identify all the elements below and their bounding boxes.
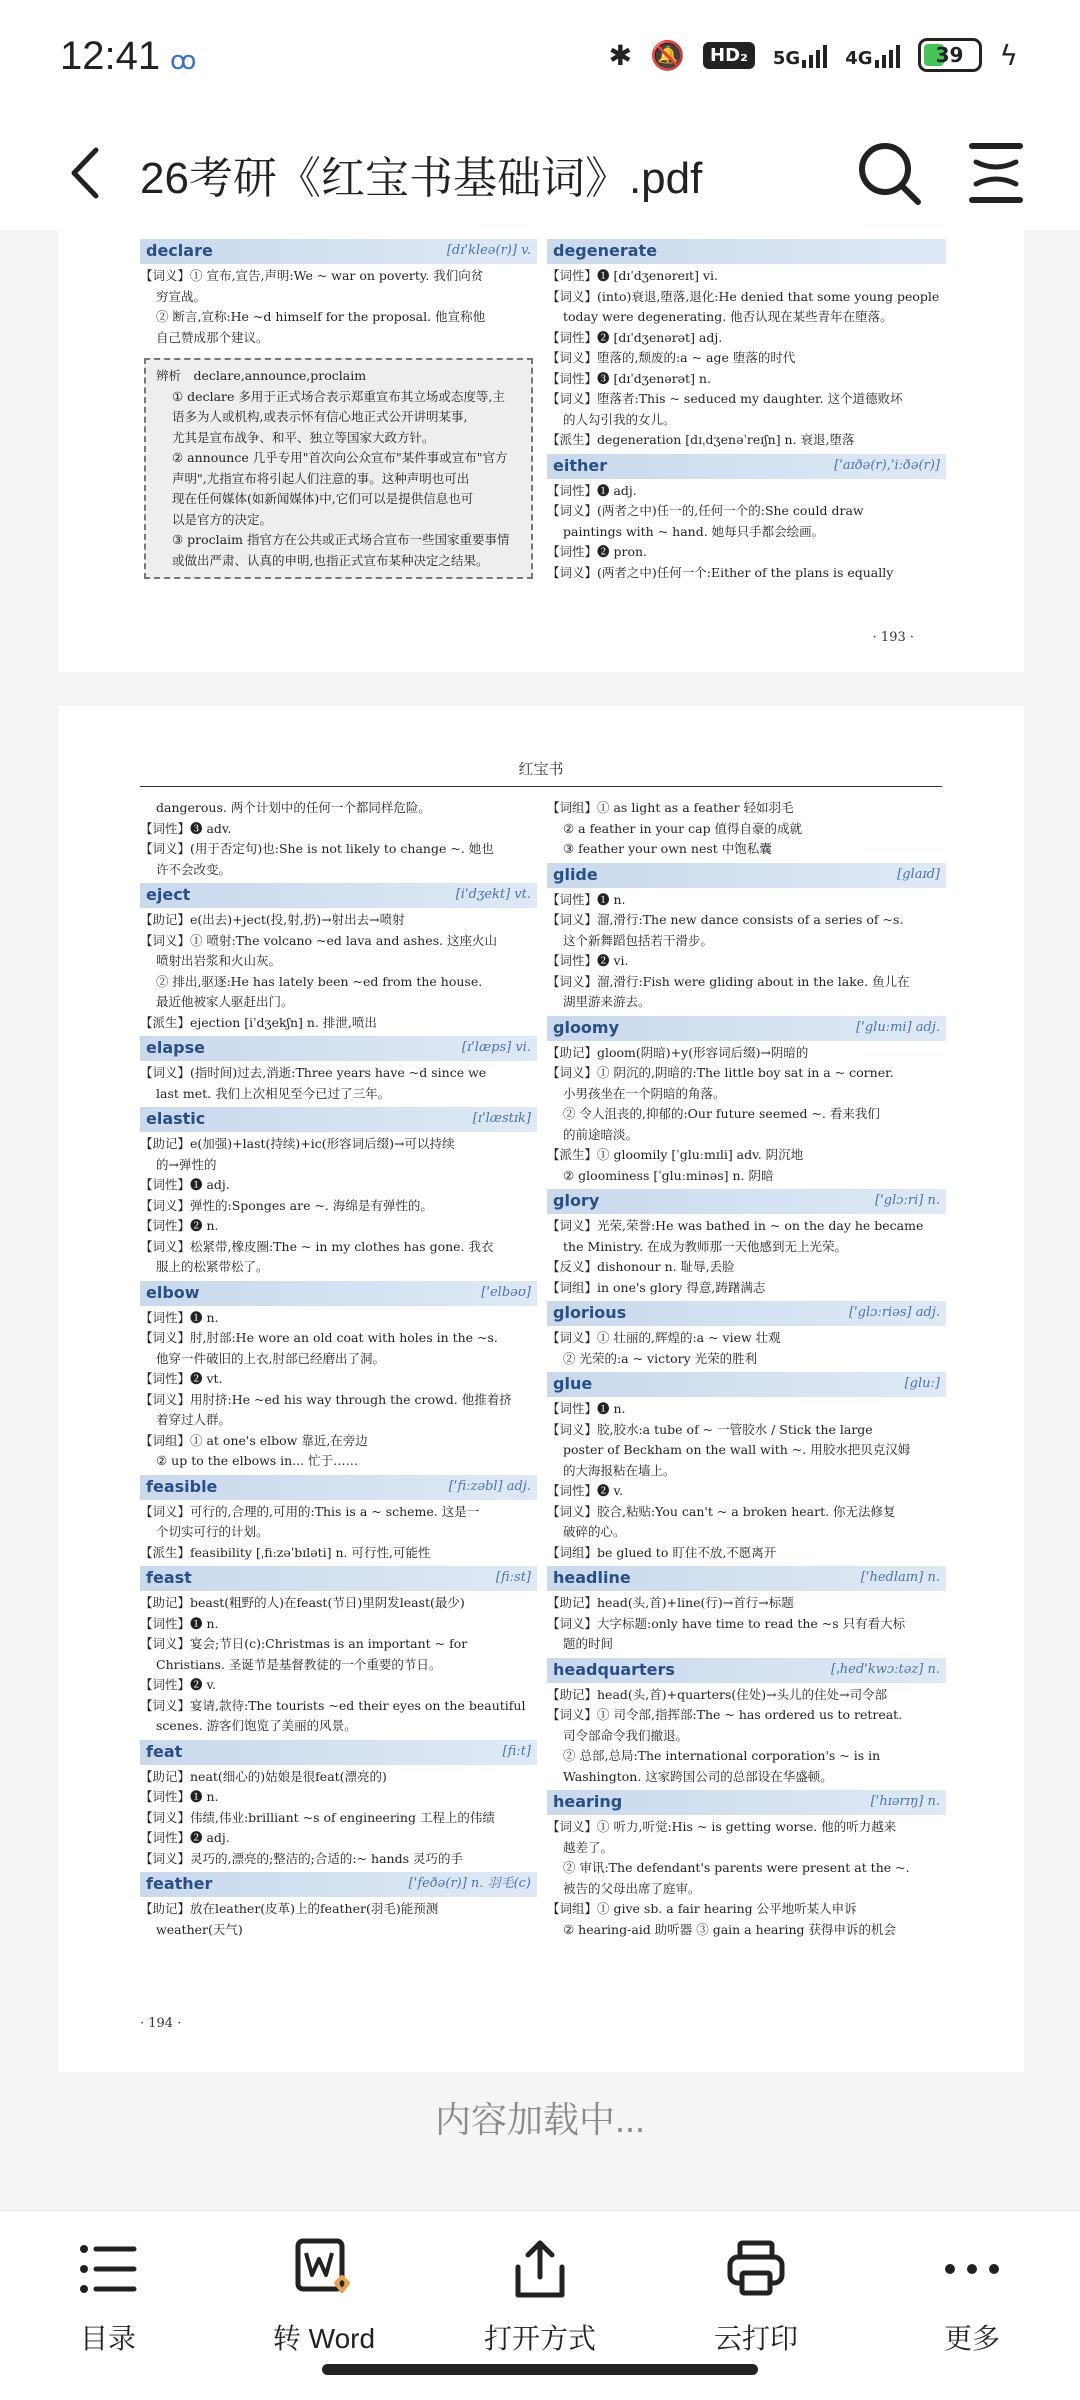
headword: hearing bbox=[553, 1792, 623, 1812]
headword-bar bbox=[547, 1372, 946, 1397]
signal-5g-label: 5G bbox=[772, 48, 801, 69]
entry-line: 个切实可行的计划。 bbox=[156, 1524, 269, 1539]
entry-line: 【词义】(两者之中)任何一个:Either of the plans is equally bbox=[547, 564, 894, 580]
entry-line: 被告的父母出席了庭审。 bbox=[563, 1880, 701, 1896]
entry-line: 【词义】① 听力,听觉:His ~ is getting worse. 他的听力越来 bbox=[547, 1819, 897, 1834]
entry-line: 【助记】neat(细心的)姑娘是很feat(漂亮的) bbox=[140, 1768, 387, 1784]
headword: glorious bbox=[553, 1303, 627, 1323]
pronunciation: [ˌhedˈkwɔːtəz] n. bbox=[831, 1661, 940, 1677]
entry-line: 【词义】(两者之中)任一的,任何一个的:She could draw bbox=[547, 503, 864, 518]
entry-line: ② up to the elbows in... 忙于…… bbox=[156, 1453, 359, 1468]
headword-bar bbox=[547, 863, 946, 888]
headword: feat bbox=[146, 1741, 183, 1761]
pdf-viewer[interactable] bbox=[0, 230, 1080, 2210]
more-button[interactable] bbox=[882, 2229, 1062, 2359]
entry-line: 着穿过人群。 bbox=[156, 1412, 232, 1427]
headword-bar bbox=[140, 1475, 537, 1500]
more-label: 更多 bbox=[943, 2323, 1000, 2354]
entry-line: 【词组】in one's glory 得意,踌躇满志 bbox=[547, 1279, 766, 1295]
entry-line: 【助记】放在leather(皮革)上的feather(羽毛)能预测 bbox=[140, 1901, 439, 1916]
page-content bbox=[140, 706, 942, 2072]
entry-line: 穷宣战。 bbox=[156, 288, 207, 304]
page-number: · 194 · bbox=[140, 2016, 182, 2031]
entry-line: 【词义】胶合,粘贴:You can't ~ a broken heart. 你无法修复 bbox=[547, 1503, 896, 1519]
entry-line: today were degenerating. 他否认现在某些青年在堕落。 bbox=[563, 309, 893, 324]
entry-line: 【词性】❶ n. bbox=[547, 891, 626, 907]
page-column-left bbox=[140, 236, 537, 579]
entry-line: 最近他被家人驱赶出门。 bbox=[156, 994, 294, 1009]
pronunciation: [gluː] bbox=[904, 1376, 940, 1392]
pronunciation: [ˈglɔːri] n. bbox=[875, 1193, 940, 1209]
battery-icon bbox=[918, 38, 982, 72]
loading-indicator: 内容加载中... bbox=[434, 2099, 645, 2140]
note-title: 辨析 declare,announce,proclaim bbox=[156, 368, 367, 383]
entry-line: 【词性】❶ adj. bbox=[547, 482, 637, 498]
cloud-print-label: 云打印 bbox=[713, 2323, 798, 2354]
headword: headquarters bbox=[553, 1659, 675, 1679]
note-line: 或做出严肃、认真的申明,也指正式宣布某种决定之结果。 bbox=[172, 552, 489, 568]
entry-line: ③ feather your own nest 中饱私囊 bbox=[563, 841, 772, 856]
pdf-page-194 bbox=[58, 706, 1024, 2072]
word-convert-icon bbox=[292, 2237, 356, 2301]
page-content bbox=[140, 230, 942, 672]
note-line: 以是官方的决定。 bbox=[172, 511, 273, 527]
home-indicator[interactable] bbox=[322, 2364, 758, 2375]
headword: eject bbox=[146, 885, 191, 905]
entry-line: 【词性】❸ adv. bbox=[140, 820, 232, 836]
entry-line: 【词性】❶ n. bbox=[140, 1615, 219, 1631]
entry-line: 【词性】❷ vt. bbox=[140, 1371, 223, 1386]
headword-bar bbox=[547, 1301, 946, 1326]
entry-line: 【词义】(into)衰退,堕落,退化:He denied that some young people bbox=[547, 288, 940, 304]
page-column-left bbox=[140, 798, 537, 1940]
entry-line: 【词义】肘,肘部:He wore an old coat with holes in the ~s. bbox=[140, 1330, 498, 1345]
title-bar bbox=[0, 120, 1080, 230]
entry-line: 题的时间 bbox=[563, 1636, 614, 1651]
entry-line: 的前途暗淡。 bbox=[563, 1126, 639, 1142]
pronunciation: [ˈhedlaɪn] n. bbox=[860, 1570, 940, 1586]
entry-line: 【词义】① 喷射:The volcano ~ed lava and ashes. 这座火山 bbox=[140, 932, 497, 948]
document-title: 26考研《红宝书基础词》.pdf bbox=[140, 154, 703, 203]
entry-line: 【反义】dishonour n. 耻辱,丢脸 bbox=[547, 1259, 735, 1274]
entry-line: ② 断言,宣称:He ~d himself for the proposal. 他宣称他 bbox=[156, 309, 486, 324]
entry-line: the Ministry. 在成为教师那一天他感到无上光荣。 bbox=[563, 1238, 848, 1254]
entry-line: 【词义】堕落的,颓废的:a ~ age 堕落的时代 bbox=[547, 350, 796, 365]
entry-line: 【词义】大字标题:only have time to read the ~s 只有看大标 bbox=[547, 1615, 906, 1631]
headword-bar bbox=[140, 1036, 537, 1061]
entry-line: 【词性】❶ n. bbox=[140, 1309, 219, 1325]
share-icon bbox=[508, 2237, 572, 2301]
entry-line: 【词性】❷ v. bbox=[547, 1483, 624, 1498]
running-head: 红宝书 bbox=[518, 760, 564, 778]
entry-line: 他穿一件破旧的上衣,肘部已经磨出了洞。 bbox=[156, 1350, 385, 1366]
entry-line: 【词义】(用于否定句)也:She is not likely to change ~. 她也 bbox=[140, 841, 494, 856]
signal-bars-icon bbox=[875, 42, 900, 68]
headword: elastic bbox=[146, 1109, 206, 1129]
entry-line: Christians. 圣诞节是基督教徒的一个重要的节日。 bbox=[156, 1656, 442, 1672]
headword-bar bbox=[140, 239, 537, 264]
entry-line: 【词义】用肘挤:He ~ed his way through the crowd. 他推着挤 bbox=[140, 1391, 512, 1407]
entry-line: scenes. 游客们饱览了美丽的风景。 bbox=[156, 1718, 357, 1733]
pronunciation: [fiːst] bbox=[495, 1570, 531, 1586]
bluetooth-icon: ✱ bbox=[608, 38, 633, 72]
entry-line: ② gloominess [ˈgluːminəs] n. 阴暗 bbox=[563, 1167, 774, 1183]
entry-line: 小男孩坐在一个阴暗的角落。 bbox=[563, 1085, 726, 1101]
pdf-page-193 bbox=[58, 230, 1024, 672]
status-bar bbox=[0, 0, 1080, 120]
entry-line: 【词性】❶ adj. bbox=[140, 1177, 230, 1192]
entry-line: 【词义】光荣,荣誉:He was bathed in ~ on the day he became bbox=[547, 1218, 924, 1233]
headword-bar bbox=[547, 1658, 946, 1683]
entry-line: 【词组】① as light as a feather 轻如羽毛 bbox=[547, 800, 794, 815]
entry-line: 【词性】❷ v. bbox=[140, 1677, 217, 1692]
entry-line: 【词义】① 阴沉的,阴暗的:The little boy sat in a ~ corner. bbox=[547, 1065, 894, 1080]
headword: feather bbox=[146, 1874, 213, 1894]
headword-bar bbox=[140, 1281, 537, 1306]
headword-bar bbox=[140, 883, 537, 908]
headword: feast bbox=[146, 1568, 192, 1588]
entry-line: ② 总部,总局:The international corporation's ~ is in bbox=[563, 1748, 881, 1763]
entries-top-left bbox=[140, 239, 537, 348]
entry-line: ② 排出,驱逐:He has lately been ~ed from the house. bbox=[156, 973, 483, 989]
open-with-button[interactable] bbox=[450, 2229, 630, 2359]
header-rule bbox=[140, 786, 942, 787]
entry-line: 【词义】可行的,合理的,可用的:This is a ~ scheme. 这是一 bbox=[140, 1503, 480, 1519]
entry-line: 【词义】溜,滑行:Fish were gliding about in the lake. 鱼儿在 bbox=[547, 973, 910, 989]
to-word-label: 转 Word bbox=[272, 2323, 376, 2354]
signal-4g-label: 4G bbox=[845, 48, 873, 69]
entry-line: 【词性】❶ n. bbox=[140, 1789, 219, 1804]
pronunciation: [ˈfiːzəbl] adj. bbox=[448, 1478, 531, 1494]
entry-line: 【派生】feasibility [ˌfiːzəˈbɪləti] n. 可行性,可能性 bbox=[140, 1544, 431, 1560]
headword: glue bbox=[553, 1374, 593, 1394]
entry-line: 【词性】❷ [dɪˈdʒenərət] adj. bbox=[547, 329, 723, 345]
headword-bar bbox=[547, 239, 946, 264]
entry-line: ② 令人沮丧的,抑郁的:Our future seemed ~. 看来我们 bbox=[563, 1106, 880, 1121]
entry-line: ② hearing-aid 助听器 ③ gain a hearing 获得申诉的机会 bbox=[563, 1921, 897, 1937]
entry-line: 的大海报粘在墙上。 bbox=[563, 1462, 676, 1478]
back-arrow-icon bbox=[56, 138, 116, 208]
headword: elbow bbox=[146, 1282, 200, 1302]
entry-line: 【派生】ejection [iˈdʒekʃn] n. 排泄,喷出 bbox=[140, 1014, 377, 1030]
note-line: 声明",尤指宣布将引起人们注意的事。这种声明也可出 bbox=[172, 470, 470, 486]
entry-line: 【词性】❷ vi. bbox=[547, 953, 629, 968]
entry-line: 【词性】❶ n. bbox=[547, 1401, 626, 1416]
search-icon bbox=[852, 136, 926, 210]
page-view-icon bbox=[966, 136, 1026, 210]
more-dots-icon bbox=[940, 2237, 1004, 2301]
entry-line: 【词义】① 司令部,指挥部:The ~ has ordered us to retreat. bbox=[547, 1707, 903, 1722]
note-line: ① declare 多用于正式场合表示郑重宣布其立场或态度等,主 bbox=[172, 388, 505, 404]
entry-line: last met. 我们上次相见至今已过了三年。 bbox=[156, 1085, 391, 1101]
entry-line: 【词义】松紧带,橡皮圈:The ~ in my clothes has gone. 我衣 bbox=[140, 1238, 494, 1254]
entry-line: 【词义】① 宣布,宣告,声明:We ~ war on poverty. 我们向贫 bbox=[140, 268, 484, 283]
headword: headline bbox=[553, 1568, 631, 1588]
note-line: 语多为人或机构,或表示怀有信心地正式公开讲明某事, bbox=[172, 409, 468, 424]
pronunciation: [ɪˈlæps] vi. bbox=[461, 1040, 531, 1056]
headword: elapse bbox=[146, 1038, 205, 1058]
pronunciation: [ˈglɔːriəs] adj. bbox=[848, 1305, 940, 1321]
pronunciation: [ˈfeðə(r)] n. 羽毛(c) bbox=[408, 1876, 531, 1892]
pronunciation: [ˈelbəʊ] bbox=[481, 1284, 531, 1300]
pronunciation: [ɪˈlæstɪk] bbox=[472, 1111, 531, 1127]
note-line: 现在任何媒体(如新闻媒体)中,它们可以是提供信息也可 bbox=[172, 491, 474, 506]
entry-line: 【词义】胶,胶水:a tube of ~ 一管胶水 / Stick the large bbox=[547, 1421, 873, 1437]
entry-line: 【词组】① at one's elbow 靠近,在旁边 bbox=[140, 1432, 368, 1448]
page-column-right bbox=[547, 236, 946, 583]
page-number: · 193 · bbox=[872, 630, 914, 645]
entry-line: 【词义】溜,滑行:The new dance consists of a series of ~s. bbox=[547, 912, 904, 927]
entry-line: 许不会改变。 bbox=[156, 861, 232, 877]
charging-icon: ϟ bbox=[999, 38, 1018, 72]
headword: glide bbox=[553, 864, 598, 884]
entry-line: 服上的松紧带松了。 bbox=[156, 1259, 269, 1274]
entry-line: 【派生】degeneration [dɪˌdʒenəˈreɪʃn] n. 衰退,堕落 bbox=[547, 432, 855, 447]
entry-line: 【词性】❶ [dɪˈdʒenəreɪt] vi. bbox=[547, 268, 718, 283]
entry-line: 【词义】伟绩,伟业:brilliant ~s of engineering 工程上的伟绩 bbox=[140, 1809, 495, 1825]
headword-bar bbox=[140, 1107, 537, 1132]
pronunciation: [dɪˈkleə(r)] v. bbox=[446, 243, 531, 259]
headword: glory bbox=[553, 1191, 600, 1211]
entry-line: 【词义】(指时间)过去,消逝:Three years have ~d since we bbox=[140, 1065, 487, 1080]
headword-bar bbox=[547, 1016, 946, 1041]
signal-5g bbox=[773, 42, 827, 68]
headword: either bbox=[553, 455, 608, 475]
entry-line: 【派生】① gloomily [ˈgluːmɪli] adv. 阴沉地 bbox=[547, 1147, 804, 1162]
headword-bar bbox=[140, 1740, 537, 1765]
entry-line: 【词组】① give sb. a fair hearing 公平地听某人申诉 bbox=[547, 1901, 857, 1916]
entry-line: 【助记】e(加强)+last(持续)+ic(形容词后缀)→可以持续 bbox=[140, 1136, 455, 1151]
note-line: ③ proclaim 指官方在公共或正式场合宣布一些国家重要事情 bbox=[172, 532, 510, 547]
toc-label: 目录 bbox=[79, 2323, 136, 2354]
hd-voice-badge: HD₂ bbox=[703, 42, 755, 69]
cloud-print-button[interactable] bbox=[666, 2229, 846, 2359]
entry-line: 【助记】gloom(阴暗)+y(形容词后缀)→阴暗的 bbox=[547, 1044, 809, 1060]
back-button[interactable] bbox=[56, 138, 116, 208]
entry-line: 【词义】灵巧的,漂亮的;整洁的;合适的:~ hands 灵巧的手 bbox=[140, 1850, 463, 1866]
entry-line: 【词性】❷ pron. bbox=[547, 544, 648, 559]
entry-line: 【助记】beast(粗野的人)在feast(节日)里阴发least(最少) bbox=[140, 1595, 465, 1610]
link-status-icon: ꝏ bbox=[170, 46, 197, 76]
entry-line: poster of Beckham on the wall with ~. 用胶水把贝克汉姆 bbox=[563, 1442, 911, 1457]
to-word-button[interactable] bbox=[234, 2229, 414, 2359]
entry-line: ② a feather in your cap 值得自豪的成就 bbox=[563, 820, 803, 836]
headword: gloomy bbox=[553, 1017, 620, 1037]
entry-line: 【词性】❸ [dɪˈdʒenərət] n. bbox=[547, 370, 711, 386]
entry-line: paintings with ~ hand. 她每只手都会绘画。 bbox=[563, 523, 825, 539]
entry-line: ② 光荣的:a ~ victory 光荣的胜利 bbox=[563, 1350, 758, 1366]
search-button[interactable] bbox=[852, 136, 926, 210]
headword: degenerate bbox=[553, 241, 658, 261]
entry-line: 【助记】e(出去)+ject(投,射,扔)→射出去→喷射 bbox=[140, 912, 405, 927]
note-line: 尤其是宣布战争、和平、独立等国家大政方针。 bbox=[172, 429, 435, 445]
status-time: 12:41 bbox=[60, 34, 161, 78]
entry-line: 【助记】head(头,首)+quarters(住处)→头儿的住处→司令部 bbox=[547, 1686, 888, 1702]
headword-bar bbox=[140, 1566, 537, 1591]
entry-line: 的→弹性的 bbox=[156, 1156, 217, 1172]
battery-percent: 39 bbox=[935, 43, 964, 67]
signal-bars-icon bbox=[802, 42, 827, 68]
entry-line: 【词义】宴会;节日(c):Christmas is an important ~ for bbox=[140, 1636, 468, 1651]
headword-bar bbox=[140, 1872, 537, 1897]
headword-bar bbox=[547, 1566, 946, 1591]
entry-line: 的人勾引我的女儿。 bbox=[563, 411, 676, 427]
silent-icon: 🔕 bbox=[650, 38, 685, 72]
pronunciation: [glaɪd] bbox=[897, 866, 940, 882]
headword-bar bbox=[547, 454, 946, 479]
distinction-note-box bbox=[144, 358, 533, 579]
signal-4g bbox=[845, 42, 899, 68]
entry-line: 【词义】堕落者:This ~ seduced my daughter. 这个道德败坏 bbox=[547, 391, 903, 406]
toc-button[interactable] bbox=[18, 2229, 198, 2359]
entry-line: 这个新舞蹈包括若干滑步。 bbox=[563, 932, 714, 948]
pronunciation: [ˈaɪðə(r),ˈiːðə(r)] bbox=[834, 457, 940, 473]
entry-line: Washington. 这家跨国公司的总部设在华盛顿。 bbox=[563, 1768, 833, 1784]
open-with-label: 打开方式 bbox=[483, 2323, 596, 2354]
entry-line: 越差了。 bbox=[563, 1839, 614, 1855]
headword: declare bbox=[146, 241, 213, 261]
entry-line: 【助记】head(头,首)+line(行)→首行→标题 bbox=[547, 1595, 794, 1610]
list-icon bbox=[76, 2237, 140, 2301]
page-view-button[interactable] bbox=[966, 136, 1026, 210]
entry-line: 【词组】be glued to 盯住不放,不愿离开 bbox=[547, 1544, 777, 1560]
pronunciation: [fiːt] bbox=[502, 1743, 531, 1759]
headword: feasible bbox=[146, 1476, 218, 1496]
entry-line: 【词义】弹性的:Sponges are ~. 海绵是有弹性的。 bbox=[140, 1197, 433, 1213]
entry-line: 自己赞成那个建议。 bbox=[156, 329, 269, 345]
entry-line: 【词义】宴请,款待:The tourists ~ed their eyes on the beautiful bbox=[140, 1697, 526, 1713]
entry-line: 喷射出岩浆和火山灰。 bbox=[156, 953, 282, 968]
entry-line: weather(天气) bbox=[156, 1921, 243, 1937]
pronunciation: [ˈgluːmi] adj. bbox=[856, 1019, 940, 1035]
entry-line: 【词性】❷ n. bbox=[140, 1218, 219, 1233]
printer-icon bbox=[724, 2237, 788, 2301]
headword-bar bbox=[547, 1790, 946, 1815]
entry-line: 【词义】① 壮丽的,辉煌的:a ~ view 壮观 bbox=[547, 1330, 781, 1345]
entry-line: 破碎的心。 bbox=[563, 1524, 626, 1539]
pronunciation: [ˈhɪərɪŋ] n. bbox=[870, 1794, 940, 1810]
entry-line: 【词性】❷ adj. bbox=[140, 1830, 230, 1845]
status-icons bbox=[609, 38, 1018, 72]
page-column-right bbox=[547, 798, 946, 1940]
note-line: ② announce 几乎专用"首次向公众宣布"某件事或宣布"官方 bbox=[172, 450, 508, 465]
pronunciation: [iˈdʒekt] vt. bbox=[455, 887, 531, 903]
entry-line: 司令部命令我们撤退。 bbox=[563, 1727, 689, 1743]
headword-bar bbox=[547, 1189, 946, 1214]
entry-line: 湖里游来游去。 bbox=[563, 994, 651, 1009]
entry-line: ② 审讯:The defendant's parents were present at the ~. bbox=[563, 1860, 910, 1875]
entry-line: dangerous. 两个计划中的任何一个都同样危险。 bbox=[156, 800, 431, 815]
